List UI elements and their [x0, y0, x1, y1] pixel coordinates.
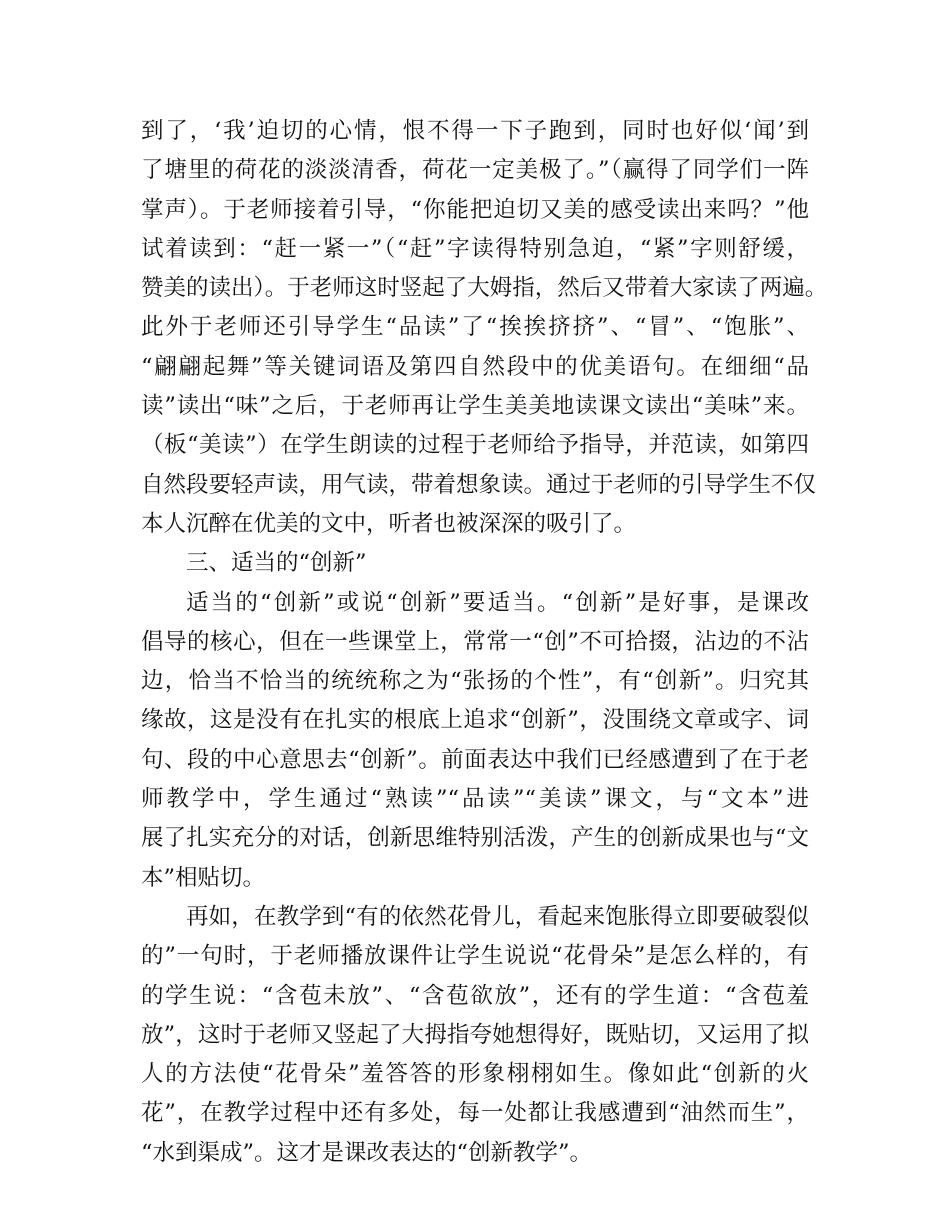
- text-line: 的学生说：“含苞未放”、“含苞欲放”，还有的学生道：“含苞羞: [141, 982, 809, 1009]
- text-line: 展了扎实充分的对话，创新思维特别活泼，产生的创新成果也与“文: [141, 825, 809, 852]
- text-line: 本”相贴切。: [141, 864, 266, 891]
- text-line: 边，恰当不恰当的统统称之为“张扬的个性”，有“创新”。归究其: [141, 668, 809, 695]
- text-line: 缘故，这是没有在扎实的根底上追求“创新”，没围绕文章或字、词: [141, 707, 809, 734]
- text-line: 花”，在教学过程中还有多处，每一处都让我感遭到“油然而生”，: [141, 1100, 809, 1127]
- text-line: 放”，这时于老师又竖起了大拇指夸她想得好，既贴切，又运用了拟: [141, 1021, 809, 1048]
- text-line: “翩翩起舞”等关键词语及第四自然段中的优美语句。在细细“品: [141, 353, 809, 380]
- document-body: [141, 112, 828, 1173]
- text-line: 本人沉醉在优美的文中，听者也被深深的吸引了。: [141, 510, 637, 537]
- text-line: 师教学中，学生通过“熟读”“品读”“美读”课文，与“文本”进: [141, 786, 809, 813]
- text-line: 倡导的核心，但在一些课堂上，常常一“创”不可拾掇，沾边的不沾: [141, 628, 809, 655]
- text-line: 赞美的读出）。于老师这时竖起了大姆指，然后又带着大家读了两遍。: [141, 275, 828, 302]
- text-line: 此外于老师还引导学生“品读”了“挨挨挤挤”、“冒”、“饱胀”、: [141, 314, 809, 341]
- text-line: 人的方法使“花骨朵”羞答答的形象栩栩如生。像如此“创新的火: [141, 1061, 809, 1088]
- text-line: 读”读出“味”之后，于老师再让学生美美地读课文读出“美味”来。: [141, 393, 809, 420]
- text-line: 自然段要轻声读，用气读，带着想象读。通过于老师的引导学生不仅: [141, 471, 817, 498]
- text-line: 的”一句时，于老师播放课件让学生说说“花骨朵”是怎么样的，有: [141, 943, 809, 970]
- text-line: （板“美读”）在学生朗读的过程于老师给予指导，并范读，如第四: [141, 432, 809, 459]
- text-line: 掌声）。于老师接着引导，“你能把迫切又美的感受读出来吗？”他: [141, 196, 809, 223]
- text-line: 到了，‘我’迫切的心情，恨不得一下子跑到，同时也好似‘闻’到: [141, 118, 809, 144]
- text-line: 试着读到：“赶一紧一”（“赶”字读得特别急迫，“紧”字则舒缓，: [141, 235, 809, 262]
- text-line: 适当的“创新”或说“创新”要适当。“创新”是好事，是课改: [186, 589, 809, 616]
- text-line: 句、段的中心意思去“创新”。前面表达中我们已经感遭到了在于老: [141, 746, 809, 773]
- text-line: 了塘里的荷花的淡淡清香，荷花一定美极了。”（赢得了同学们一阵: [141, 157, 809, 184]
- text-line: “水到渠成”。这才是课改表达的“创新教学”。: [141, 1139, 593, 1166]
- section-heading: 三、适当的“创新”: [186, 550, 367, 577]
- text-line: 再如，在教学到“有的依然花骨儿，看起来饱胀得立即要破裂似: [186, 903, 809, 930]
